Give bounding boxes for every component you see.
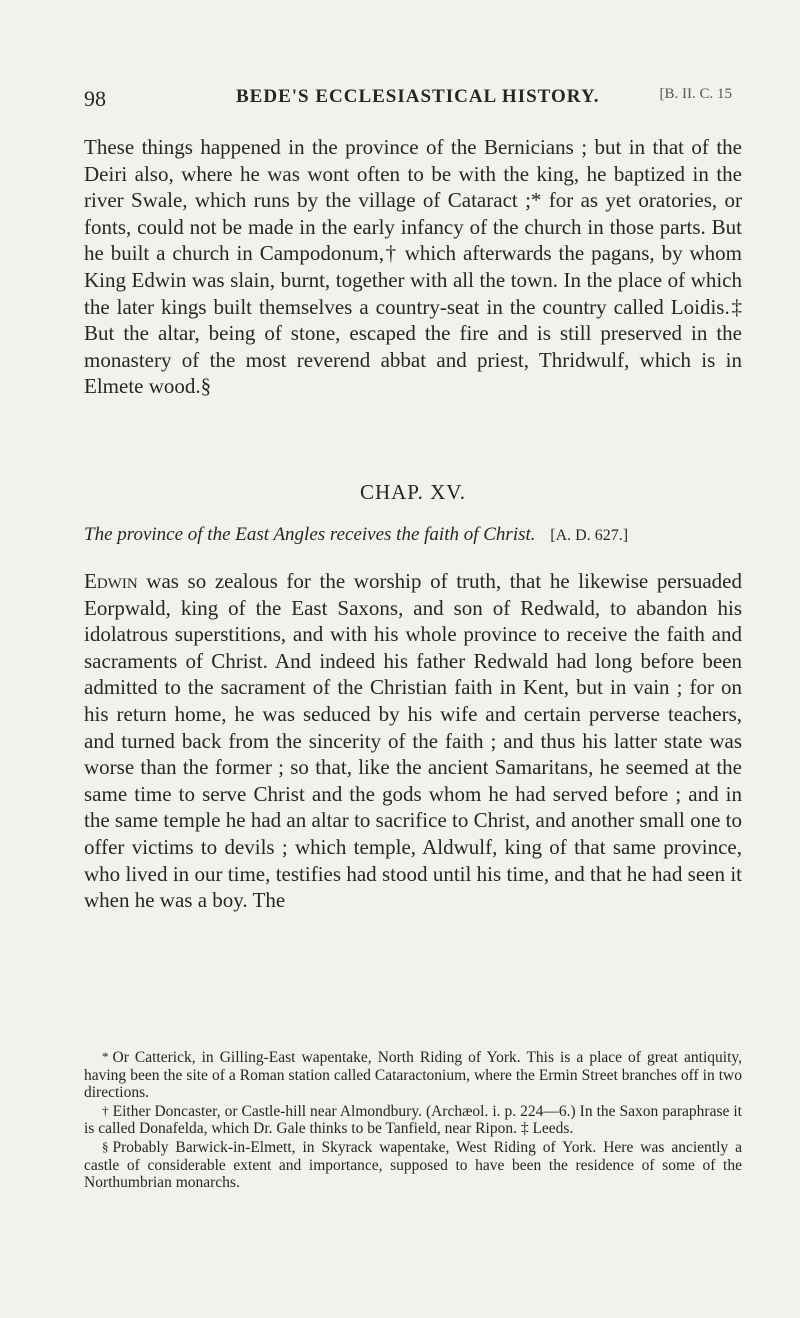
footnote-text: Either Doncaster, or Castle-hill near Almondbury. (Archæol. i. p. 224—6.) In the Saxon paraphrase it is called Donafelda, which Dr. Gale thinks to be Tanfield, near Ripon. ‡ Leeds. [84, 1102, 742, 1138]
footnotes [84, 1048, 742, 1192]
footnote-text: Probably Barwick-in-Elmett, in Skyrack wapentake, West Riding of York. Here was anciently a castle of considerable extent and importance, supposed to have been the residence of some of the Northumbrian monarchs. [84, 1138, 742, 1192]
footnote-catterick [84, 1048, 742, 1102]
chapter-paragraph [84, 568, 742, 914]
footnote-text: Or Catterick, in Gilling-East wapentake, North Riding of York. This is a place of great antiquity, having been the site of a Roman station called Cataractonium, where the Ermin Street branches off in two directions. [84, 1049, 742, 1102]
chapter-summary [84, 524, 742, 546]
body-paragraph: These things happened in the province of the Bernicians ; but in that of the Deiri also, where he was wont often to be with the king, he baptized in the river Swale, which runs by the village of Cataract ;* for as yet oratories, or fonts, could not be made in the early infancy of the church in those parts. But he built a church in Campodonum,† which afterwards the pagans, by whom King Edwin was slain, burnt, together with all the town. In the place of which the later kings built themselves a country-seat in the country called Loidis.‡ But the altar, being of stone, escaped the fire and is still preserved in the monastery of the most reverend abbat and priest, Thridwulf, which is in Elmete wood.§ [84, 135, 742, 399]
book-chapter-reference: [B. II. C. 15 [659, 86, 732, 102]
footnote-mark: * [102, 1049, 109, 1064]
chapter-paragraph-text: was so zealous for the worship of truth, that he likewise persuaded Eorpwald, king of the East Saxons, and son of Redwald, to abandon his idolatrous superstitions, and with his whole province to receive the faith and sacraments of Christ. And indeed his father Redwald had long before been admitted to the sacrament of the Christian faith in Kent, but in vain ; for on his return home, he was seduced by his wife and certain perverse teachers, and turned back from the sincerity of the faith ; and thus his latter state was worse than the former ; so that, like the ancient Samaritans, he seemed at the same time to serve Christ and the gods whom he had served before ; and in the same temple he had an altar to sacrifice to Christ, and another small one to offer victims to devils ; which temple, Aldwulf, king of that same province, who lived in our time, testifies had stood until his time, and that he had seen it when he was a boy. The [84, 569, 742, 913]
chapter-lead-word: Edwin [84, 569, 138, 593]
chapter-date: [A. D. 627.] [550, 527, 629, 544]
page-number: 98 [84, 86, 106, 111]
footnote-mark: † [102, 1102, 109, 1118]
running-head [84, 86, 742, 112]
running-title: BEDE'S ECCLESIASTICAL HISTORY. [236, 86, 600, 107]
chapter-summary-text: The province of the East Angles receives the faith of Christ. [84, 524, 536, 545]
footnote-campodonum [84, 1102, 742, 1138]
body-paragraph-block [84, 134, 742, 400]
chapter-heading: CHAP. XV. [359, 480, 467, 504]
footnote-elmete [84, 1138, 742, 1192]
chapter-text-block [84, 568, 742, 914]
footnote-mark: § [102, 1138, 109, 1154]
